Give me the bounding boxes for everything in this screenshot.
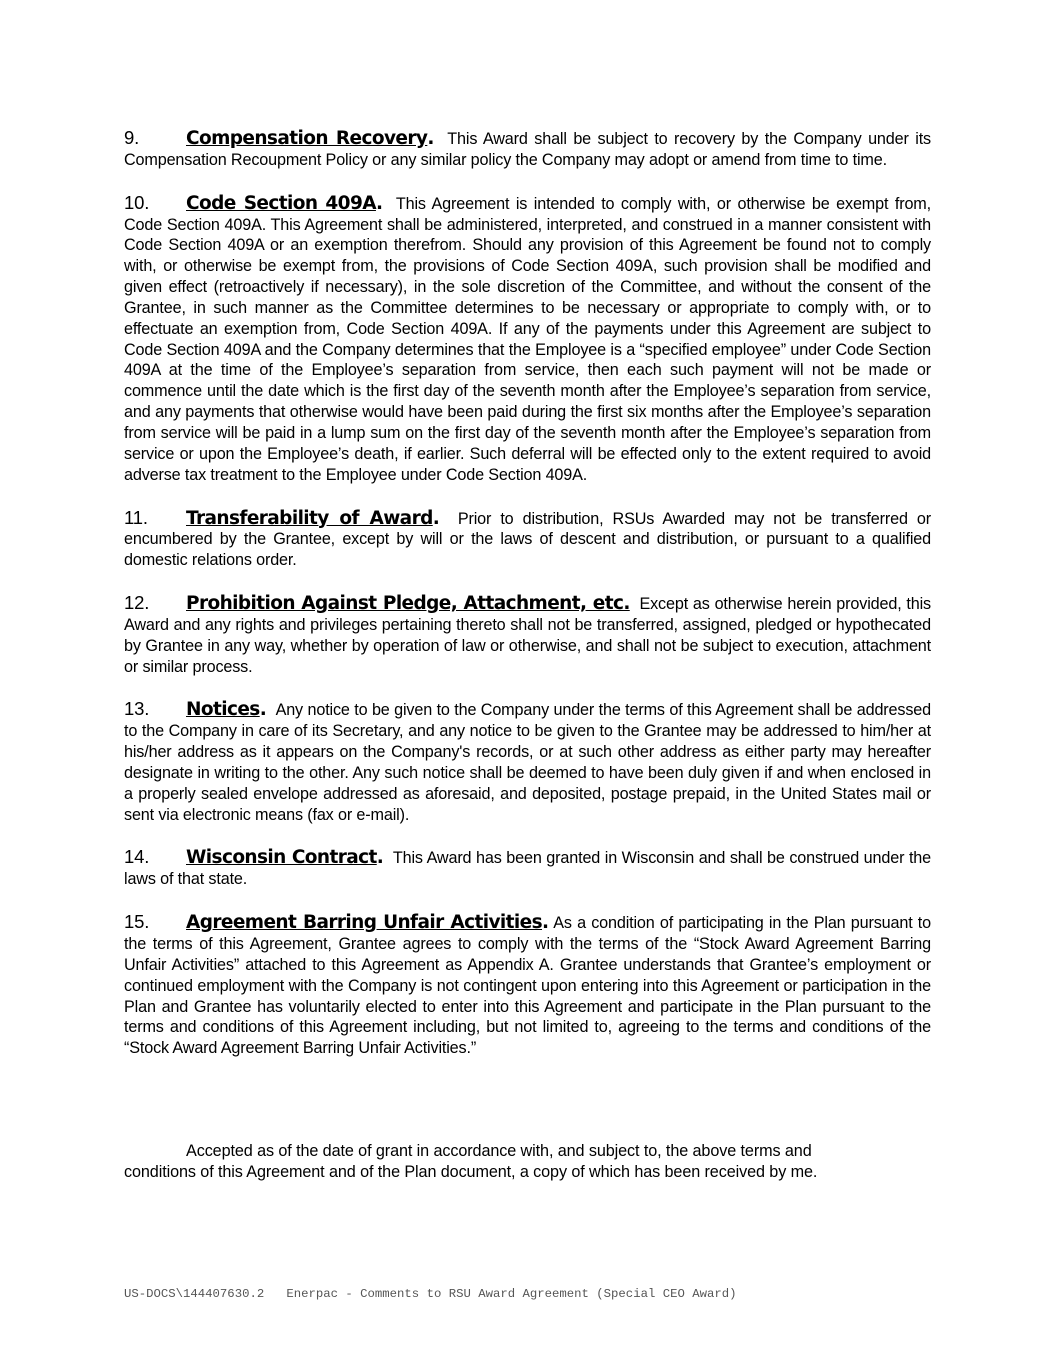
page-footer [124, 1287, 737, 1301]
section-number: 9. [124, 127, 140, 148]
heading-period: . [432, 507, 440, 529]
section-heading: Compensation Recovery [186, 128, 428, 149]
heading-period: . [376, 847, 384, 869]
section-number: 12. [124, 592, 150, 614]
section-12 [124, 593, 931, 677]
acceptance-line-2: conditions of this Agreement and of the Plan document, a copy of which has been received by me. [124, 1162, 818, 1181]
section-number: 11. [124, 506, 148, 528]
section-heading: Notices [186, 699, 260, 721]
heading-period: . [542, 912, 549, 934]
section-body: Prior to distribution, RSUs Awarded may not be transferred or encumbered by the Grantee, except by will or the laws of descent and distribution, or pursuant to a qualified domestic relations order. [124, 509, 931, 570]
section-body: Except as otherwise herein provided, this Award and any rights and privileges pertaining thereto shall not be transferred, assigned, pledged or hypothecated by Grantee in any way, whether by operation of law or otherwise, and shall not be subject to execution, attachment or similar process. [124, 595, 931, 676]
section-body: As a condition of participating in the Plan pursuant to the terms of this Agreement, Grantee agrees to comply with the terms of the “Stock Award Agreement Barring Unfair Activities” attached to this Agreement as Appendix A. Grantee understands that Grantee’s employment or continued employment with the Company is not contingent upon entering into this Agreement or participation in the Plan and Grantee has voluntarily elected to enter into this Agreement and participate in the Plan pursuant to the terms and conditions of this Agreement including, but not limited to, agreeing to the terms and conditions of the “Stock Award Agreement Barring Unfair Activities.” [124, 914, 932, 1058]
footer-description: Enerpac - Comments to RSU Award Agreement (Special CEO Award) [286, 1287, 737, 1301]
footer-doc-id: US-DOCS\144407630.2 [124, 1287, 265, 1301]
section-number: 14. [124, 846, 150, 868]
section-body: Any notice to be given to the Company under the terms of this Agreement shall be addressed to the Company in care of its Secretary, and any notice to be given to the Grantee may be addressed to him/her at his/her address as it appears on the Company's records, or at such other address as either party may hereafter designate in writing to the other. Any such notice shall be deemed to have been duly given if and when enclosed in a properly sealed envelope addressed as aforesaid, and deposited, postage prepaid, in the United States mail or sent via electronic means (fax or e-mail). [124, 701, 931, 824]
section-heading: Transferability of Award [186, 507, 433, 529]
section-heading: Agreement Barring Unfair Activities [186, 912, 543, 934]
heading-period: . [427, 128, 435, 149]
section-9 [124, 128, 931, 171]
section-heading: Code Section 409A [186, 192, 376, 214]
section-body: This Agreement is intended to comply with, or otherwise be exempt from, Code Section 409A. This Agreement shall be administered, interpreted, and construed in a manner consistent with Code Section 409A or an exemption therefrom. Should any provision of this Agreement be found not to comply with, or otherwise be exempt from, the provisions of Code Section 409A, such provision shall be modified and given effect (retroactively if necessary), in the sole discretion of the Committee, and without the consent of the Grantee, in such manner as the Committee determines to be necessary or appropriate to comply with, or to effectuate an exemption from, Code Section 409A. If any of the payments under this Agreement are subject to Code Section 409A and the Company determines that the Employee is a “specified employee” under Code Section 409A at the time of the Employee’s separation from service, then each such payment will not be made or commence until the date which is the first day of the seventh month after the Employee’s separation from service, and any payments that otherwise would have been paid during the first six months after the Employee’s separation from service will be paid in a lump sum on the first day of the seventh month after the Employee’s separation from service or upon the Employee’s death, if earlier. Such deferral will be effected only to the extent required to avoid adverse tax treatment to the Employee under Code Section 409A. [124, 194, 931, 484]
section-13 [124, 699, 931, 825]
heading-period: . [259, 699, 267, 721]
section-heading: Wisconsin Contract [186, 847, 377, 869]
section-body: This Award shall be subject to recovery by the Company under its Compensation Recoupment Policy or any similar policy the Company may adopt or amend from time to time. [124, 130, 931, 169]
section-number: 15. [124, 911, 150, 933]
acceptance-statement [124, 1141, 931, 1183]
section-body: This Award has been granted in Wisconsin and shall be construed under the laws of that state. [124, 849, 931, 889]
heading-period: . [375, 192, 383, 214]
document-body [124, 128, 931, 1081]
section-10 [124, 193, 931, 486]
section-14 [124, 847, 931, 890]
acceptance-line-1: Accepted as of the date of grant in accordance with, and subject to, the above terms and [186, 1142, 812, 1160]
section-15 [124, 912, 931, 1059]
section-heading: Prohibition Against Pledge, Attachment, etc. [186, 593, 630, 615]
section-number: 10. [124, 191, 150, 213]
section-11 [124, 508, 931, 572]
section-number: 13. [124, 698, 150, 720]
